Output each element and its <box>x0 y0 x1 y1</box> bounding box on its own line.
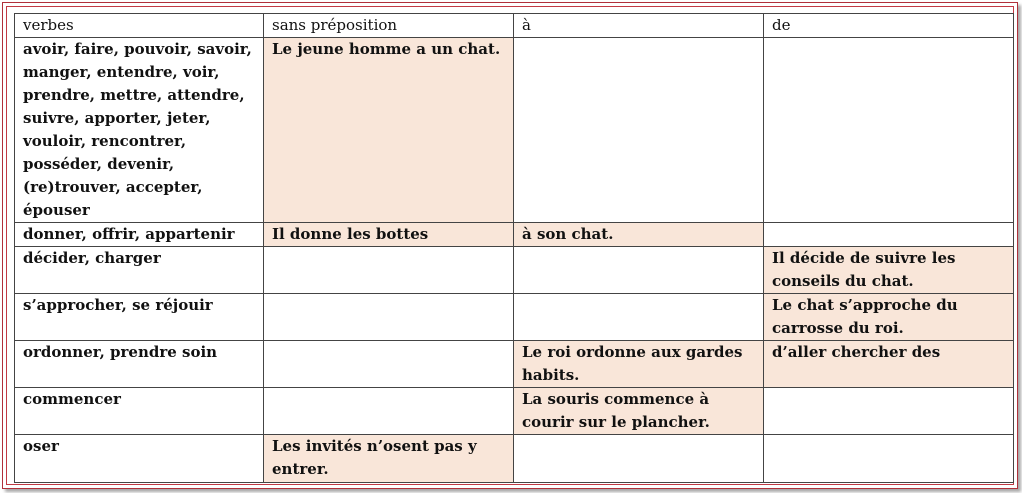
header-sans-preposition: sans préposition <box>264 14 514 38</box>
verbs-cell: donner, offrir, appartenir <box>15 223 264 247</box>
de-cell: Le chat s’approche du carrosse du roi. <box>764 294 1014 341</box>
de-cell <box>764 435 1014 483</box>
a-cell <box>514 38 764 223</box>
a-cell <box>514 294 764 341</box>
verbs-cell: décider, charger <box>15 247 264 294</box>
de-cell <box>764 223 1014 247</box>
verbs-cell: s’approcher, se réjouir <box>15 294 264 341</box>
de-cell <box>764 388 1014 435</box>
sans-preposition-cell <box>264 341 514 388</box>
table-row <box>15 341 1014 388</box>
sans-preposition-cell <box>264 247 514 294</box>
header-verbs: verbes <box>15 14 264 38</box>
de-cell: Il décide de suivre les conseils du chat. <box>764 247 1014 294</box>
table-row <box>15 223 1014 247</box>
verbs-cell: avoir, faire, pouvoir, savoir, manger, entendre, voir, prendre, mettre, attendre, suivre, apporter, jeter, vouloir, rencontrer, posséder, devenir, (re)trouver, accepter, épouser <box>15 38 264 223</box>
verbs-cell: ordonner, prendre soin <box>15 341 264 388</box>
table-row <box>15 294 1014 341</box>
header-row <box>15 14 1014 38</box>
a-cell: Le roi ordonne aux gardes habits. <box>514 341 764 388</box>
table-row <box>15 38 1014 223</box>
a-cell: La souris commence à courir sur le plancher. <box>514 388 764 435</box>
sans-preposition-cell <box>264 388 514 435</box>
verb-preposition-table <box>14 13 1014 483</box>
verbs-cell: commencer <box>15 388 264 435</box>
verbs-cell: oser <box>15 435 264 483</box>
de-cell <box>764 38 1014 223</box>
table-row <box>15 388 1014 435</box>
de-cell: d’aller chercher des <box>764 341 1014 388</box>
document-frame <box>2 2 1018 489</box>
a-cell <box>514 247 764 294</box>
a-cell: à son chat. <box>514 223 764 247</box>
sans-preposition-cell <box>264 294 514 341</box>
header-de: de <box>764 14 1014 38</box>
sans-preposition-cell: Le jeune homme a un chat. <box>264 38 514 223</box>
sans-preposition-cell: Les invités n’osent pas y entrer. <box>264 435 514 483</box>
header-a: à <box>514 14 764 38</box>
a-cell <box>514 435 764 483</box>
table-row <box>15 247 1014 294</box>
sans-preposition-cell: Il donne les bottes <box>264 223 514 247</box>
table-row <box>15 435 1014 483</box>
